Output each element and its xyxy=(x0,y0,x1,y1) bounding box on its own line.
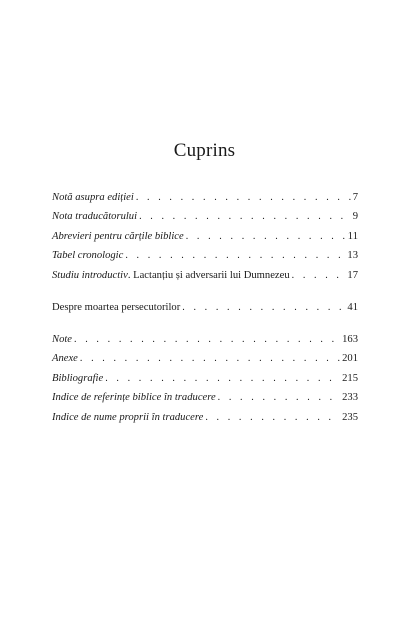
toc-leader-dots xyxy=(125,246,345,265)
toc-entry xyxy=(52,188,358,207)
toc-leader-dots xyxy=(105,369,340,388)
toc-entry xyxy=(52,246,358,265)
toc-page-number: 13 xyxy=(347,250,358,262)
toc-leader-dots xyxy=(136,188,351,207)
toc-entry xyxy=(52,207,358,226)
toc-entry xyxy=(52,349,358,368)
toc-entry-subtitle: . Lactanțiu și adversarii lui Dumnezeu xyxy=(127,269,290,281)
toc-page-number: 235 xyxy=(342,411,358,423)
toc-back-matter xyxy=(52,330,358,427)
toc-page-number: 215 xyxy=(342,372,358,384)
toc-entry-label: Indice de nume proprii în traducere xyxy=(52,411,204,423)
toc-page-number: 17 xyxy=(347,269,358,281)
toc-page-number: 41 xyxy=(347,302,358,313)
toc-entry xyxy=(52,298,358,317)
toc-entry xyxy=(52,408,358,427)
toc-leader-dots xyxy=(139,207,351,226)
toc-page-number: 7 xyxy=(352,192,358,203)
toc-entry xyxy=(52,388,358,407)
toc-leader-dots xyxy=(292,266,346,285)
toc-front-matter xyxy=(52,188,358,285)
toc-entry xyxy=(52,369,358,388)
toc-page-number: 163 xyxy=(342,334,358,345)
page-title: Cuprins xyxy=(173,140,236,161)
toc-entry xyxy=(52,330,358,349)
toc-page-number: 11 xyxy=(347,230,358,242)
toc-entry-label: Studiu introductiv. Lactanțiu și adversarii lui Dumnezeu xyxy=(52,269,290,281)
toc-entry-label: Notă asupra ediției xyxy=(52,192,134,203)
toc-entry-label: Anexe xyxy=(52,353,78,365)
toc-main-text xyxy=(52,298,358,317)
toc-entry-label: Note xyxy=(52,334,73,345)
toc-page-number: 201 xyxy=(342,353,358,365)
toc-leader-dots xyxy=(182,298,345,317)
toc-entry-label: Bibliografie xyxy=(52,372,104,384)
toc-page-number: 9 xyxy=(352,211,358,223)
toc-leader-dots xyxy=(186,227,346,246)
toc-entry-label: Abrevieri pentru cărțile biblice xyxy=(52,230,184,242)
toc-entry-label: Indice de referințe biblice în traducere xyxy=(52,392,216,404)
toc-leader-dots xyxy=(74,330,340,349)
toc-entry-label: Tabel cronologic xyxy=(52,250,124,262)
toc-entry xyxy=(52,266,358,285)
toc-leader-dots xyxy=(205,408,340,427)
toc-entry-label: Nota traducătorului xyxy=(52,211,138,223)
toc-leader-dots xyxy=(218,388,340,407)
toc-leader-dots xyxy=(80,349,340,368)
toc-page-number: 233 xyxy=(342,392,358,404)
toc-entry xyxy=(52,227,358,246)
toc-entry-label: Despre moartea persecutorilor xyxy=(52,302,181,313)
